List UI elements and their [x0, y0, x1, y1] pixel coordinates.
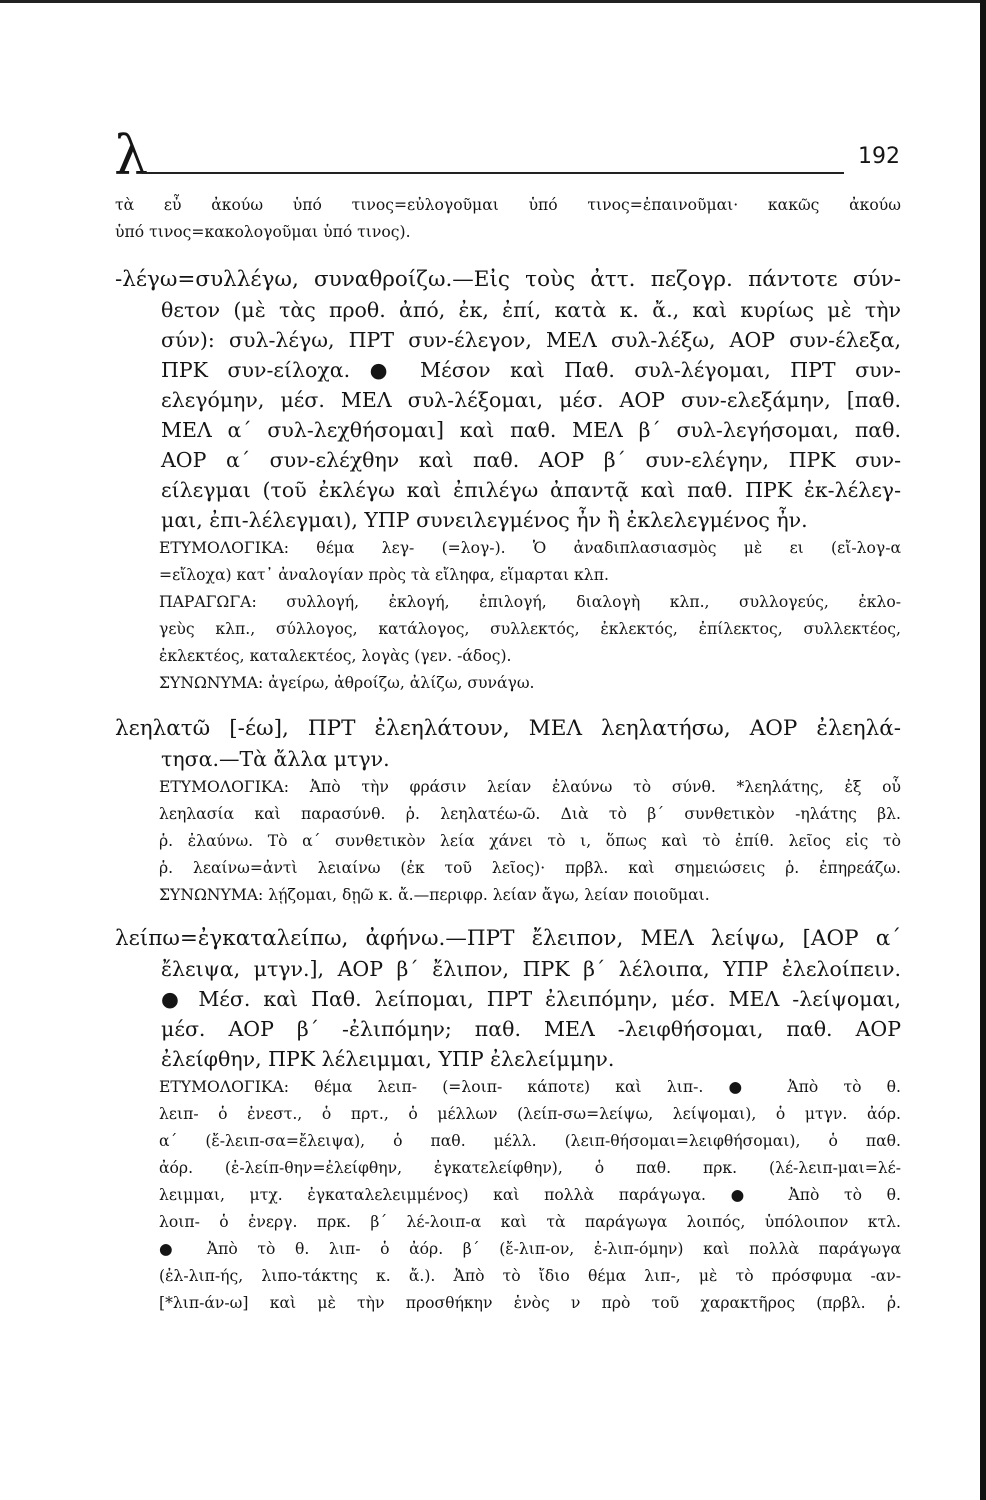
synonyms-line: ΣΥΝΩΝΥΜΑ: ἀγείρω, ἀθροίζω, ἀλίζω, συνάγω.	[159, 674, 535, 692]
etymology-line: α΄ (ἔ-λειπ-σα=ἔλειψα), ὁ παθ. μέλλ. (λειπ-θήσομαι=λειφθήσομαι), ὁ παθ.	[159, 1132, 901, 1150]
section-letter: λ	[114, 124, 149, 187]
etymology-line: λειπ- ὁ ἐνεστ., ὁ πρτ., ὁ μέλλων (λείπ-σω=λείψω, λείψομαι), ὁ μτγν. ἀόρ.	[159, 1105, 901, 1123]
text-line: μέσ. ΑΟΡ β΄ -ἐλιπόμην; παθ. ΜΕΛ -λειφθήσομαι, παθ. ΑΟΡ	[161, 1017, 901, 1041]
etymology-line: ῥ. ἐλαύνω. Τὸ α΄ συνθετικὸν λεία χάνει τὸ ι, ὅπως καὶ τὸ ἐπίθ. λεῖος εἰς τὸ	[159, 832, 901, 850]
etymology-line: ● Ἀπὸ τὸ θ. λιπ- ὁ ἀόρ. β΄ (ἔ-λιπ-ον, ἐ-λιπ-όμην) καὶ πολλὰ παράγωγα	[159, 1240, 901, 1258]
page-header	[112, 124, 902, 196]
entry-headword-line: -λέγω=συλλέγω, συναθροίζω.—Εἰς τοὺς ἀττ. πεζογρ. πάντοτε σύν-	[115, 267, 901, 292]
text-line: ἐλείφθην, ΠΡΚ λέλειμμαι, ΥΠΡ ἐλελείμμην.	[161, 1047, 615, 1071]
etymology-line: =εἴλοχα) κατ᾽ ἀναλογίαν πρὸς τὰ εἴληφα, εἵμαρται κλπ.	[159, 566, 609, 584]
text-line: ΑΟΡ α΄ συν-ελέχθην καὶ παθ. ΑΟΡ β΄ συν-ελέγην, ΠΡΚ συν-	[161, 448, 901, 472]
etymology-line: [*λιπ-άν-ω] καὶ μὲ τὴν προσθήκην ἑνὸς ν πρὸ τοῦ χαρακτῆρος (πρβλ. ῥ.	[159, 1294, 901, 1312]
derivatives-line: ἐκλεκτέος, καταλεκτέος, λογὰς (γεν. -άδος).	[159, 647, 512, 665]
etymology-line: ΕΤΥΜΟΛΟΓΙΚΑ: Ἀπὸ τὴν φράσιν λείαν ἐλαύνω τὸ σύνθ. *λεηλάτης, ἐξ οὗ	[159, 778, 901, 796]
etymology-line: λεηλασία καὶ παρασύνθ. ῥ. λεηλατέω-ῶ. Διὰ τὸ β΄ συνθετικὸν -ηλάτης βλ.	[159, 805, 901, 823]
etymology-line: λειμμαι, μτχ. ἐγκαταλελειμμένος) καὶ πολλὰ παράγωγα. ● Ἀπὸ τὸ θ.	[159, 1186, 901, 1204]
header-rule	[142, 172, 844, 174]
text-line: τὰ εὖ ἀκούω ὑπό τινος=εὐλογοῦμαι ὑπό τινος=ἐπαινοῦμαι· κακῶς ἀκούω	[115, 196, 901, 214]
etymology-line: λοιπ- ὁ ἐνεργ. πρκ. β΄ λέ-λοιπ-α καὶ τὰ παράγωγα λοιπός, ὑπόλοιπον κτλ.	[159, 1213, 901, 1231]
scan-right-edge	[980, 0, 986, 1500]
text-line: τησα.—Τὰ ἄλλα μτγν.	[161, 747, 390, 771]
etymology-line: (ἐλ-λιπ-ής, λιπο-τάκτης κ. ἄ.). Ἀπὸ τὸ ἴδιο θέμα λιπ-, μὲ τὸ πρόσφυμα -αν-	[159, 1267, 901, 1285]
text-line: ελεγόμην, μέσ. ΜΕΛ συλ-λέξομαι, μέσ. ΑΟΡ συν-ελεξάμην, [παθ.	[161, 388, 901, 412]
text-line: ὑπό τινος=κακολογοῦμαι ὑπό τινος).	[115, 223, 411, 241]
scan-top-edge	[0, 0, 986, 3]
etymology-line: ῥ. λεαίνω=ἀντὶ λειαίνω (ἐκ τοῦ λεῖος)· πρβλ. καὶ σημειώσεις ῥ. ἐπηρεάζω.	[159, 859, 901, 877]
entry-headword-line: λείπω=ἐγκαταλείπω, ἀφήνω.—ΠΡΤ ἔλειπον, ΜΕΛ λείψω, [ΑΟΡ α΄	[115, 926, 901, 951]
text-line: θετον (μὲ τὰς προθ. ἀπό, ἐκ, ἐπί, κατὰ κ. ἄ., καὶ κυρίως μὲ τὴν	[161, 298, 901, 322]
text-line: μαι, ἐπι-λέλεγμαι), ΥΠΡ συνειλεγμένος ἦν ἢ ἐκλελεγμένος ἦν.	[161, 508, 808, 532]
etymology-line: ΕΤΥΜΟΛΟΓΙΚΑ: θέμα λεγ- (=λογ-). Ὁ ἀναδιπλασιασμὸς μὲ ει (εἴ-λογ-α	[159, 539, 901, 557]
text-line: ● Μέσ. καὶ Παθ. λείπομαι, ΠΡΤ ἐλειπόμην, μέσ. ΜΕΛ -λείψομαι,	[161, 987, 901, 1011]
entry-headword-line: λεηλατῶ [-έω], ΠΡΤ ἐλεηλάτουν, ΜΕΛ λεηλατήσω, ΑΟΡ ἐλεηλά-	[115, 716, 901, 741]
derivatives-line: γεὺς κλπ., σύλλογος, κατάλογος, συλλεκτός, ἐκλεκτός, ἐπίλεκτος, συλλεκτέος,	[159, 620, 901, 638]
page-body	[115, 192, 901, 1317]
text-line: είλεγμαι (τοῦ ἐκλέγω καὶ ἐπιλέγω ἀπαντᾷ καὶ παθ. ΠΡΚ ἐκ-λέλεγ-	[161, 478, 901, 502]
derivatives-line: ΠΑΡΑΓΩΓΑ: συλλογή, ἐκλογή, ἐπιλογή, διαλογὴ κλπ., συλλογεύς, ἐκλο-	[159, 593, 901, 611]
text-line: ΠΡΚ συν-είλοχα. ● Μέσον καὶ Παθ. συλ-λέγομαι, ΠΡΤ συν-	[161, 358, 901, 382]
synonyms-line: ΣΥΝΩΝΥΜΑ: λῄζομαι, δῃῶ κ. ἄ.—περιφρ. λείαν ἄγω, λείαν ποιοῦμαι.	[159, 886, 710, 904]
text-line: σύν): συλ-λέγω, ΠΡΤ συν-έλεγον, ΜΕΛ συλ-λέξω, ΑΟΡ συν-έλεξα,	[161, 328, 901, 352]
etymology-line: ἀόρ. (ἐ-λείπ-θην=ἐλείφθην, ἐγκατελείφθην), ὁ παθ. πρκ. (λέ-λειπ-μαι=λέ-	[159, 1159, 901, 1177]
text-line: ΜΕΛ α΄ συλ-λεχθήσομαι] καὶ παθ. ΜΕΛ β΄ συλ-λεγήσομαι, παθ.	[161, 418, 901, 442]
text-line: ἔλειψα, μτγν.], ΑΟΡ β΄ ἔλιπον, ΠΡΚ β΄ λέλοιπα, ΥΠΡ ἐλελοίπειν.	[161, 957, 901, 981]
etymology-line: ΕΤΥΜΟΛΟΓΙΚΑ: θέμα λειπ- (=λοιπ- κάποτε) καὶ λιπ-. ● Ἀπὸ τὸ θ.	[159, 1078, 901, 1096]
page-number: 192	[858, 144, 900, 169]
